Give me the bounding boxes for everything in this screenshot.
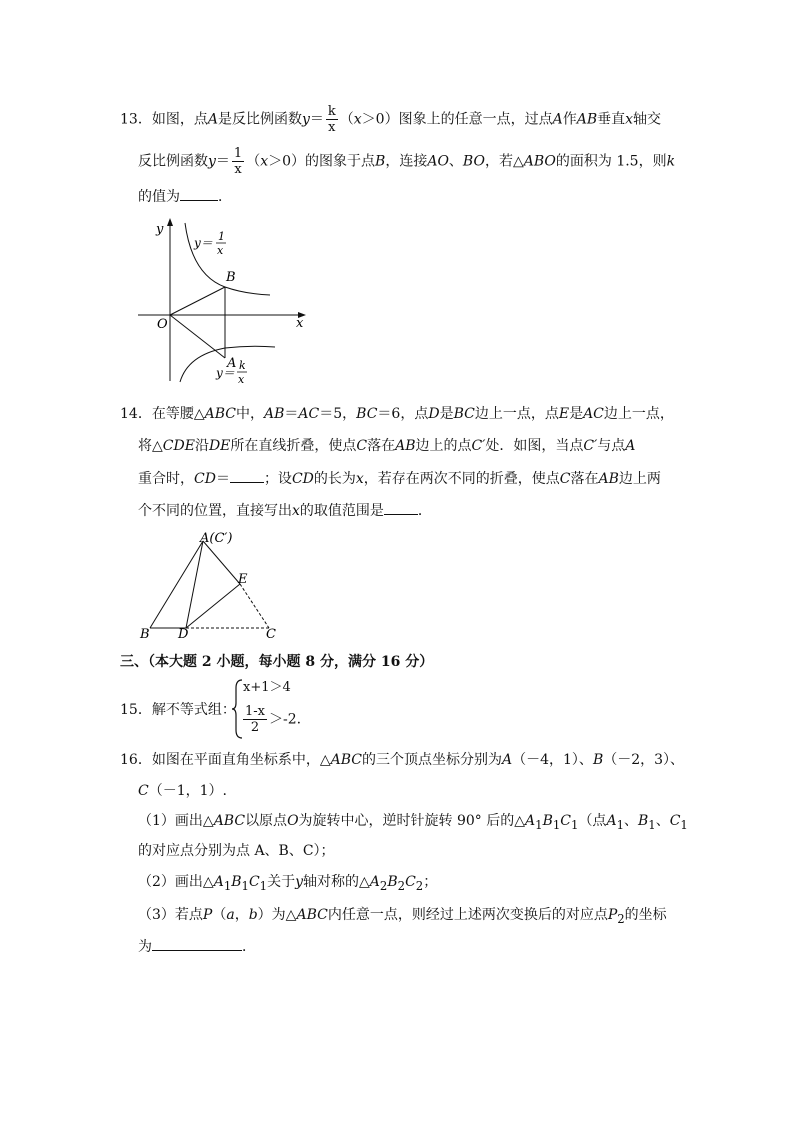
curve2-lhs: y＝ [216,366,235,380]
answer-blank [384,500,418,515]
q16-line1: 16．如图在平面直角坐标系中，△ABC的三个顶点坐标分别为A（－4，1）、B（－2，3）、 [120,752,685,768]
inequality-1: x+1＞4 [243,680,291,695]
q13-line3: 的值为 ． [138,186,232,207]
q16-part3-line2: 为 ． [138,936,256,957]
point-e-label: E [238,572,248,587]
answer-blank [230,468,264,483]
q16-part3-line1: （3）若点P（a，b）为△ABC内任意一点，则经过上述两次变换后的对应点$P_2$的坐标 [138,907,667,926]
q14-line2: 将△CDE沿DE所在直线折叠，使点C落在AB边上的点C′处．如图，当点C′与点A [138,438,636,454]
q16-line2: C（－1，1）. [138,783,227,799]
answer-blank [180,186,218,201]
point-b-label: B [226,270,236,285]
q13-figure [130,215,310,387]
q14-figure [136,528,286,643]
point-b-label: B [140,627,150,642]
q14-line3: 重合时，CD＝ ；设CD的长为x，若存在两次不同的折叠，使点C落在AB边上两 [138,468,661,489]
curve1-num: 1 [218,230,225,243]
point-a-label: A(C′) [200,531,233,546]
section-heading: 三、（本大题 2 小题，每小题 8 分，满分 16 分） [120,654,434,670]
x-axis-label: x [296,316,304,331]
q16-part1-line1: （1）画出△ABC以原点O为旋转中心，逆时针旋转 90° 后的$\triangle A_1B_1C_1$（点$A_1$、$B_1$、$C_1$ [138,813,688,832]
curve2-num: k [239,359,246,372]
q13-line1: 13．如图，点A是反比例函数y＝ $\frac{k}{x}$ （x＞0）图象上的任意一点，过点A作AB垂直x轴交 [120,104,662,135]
point-a-label: A [227,356,237,371]
answer-blank [152,936,242,951]
q13-line2: 反比例函数y＝ $\frac{1}{x}$ （x＞0）的图象于点B，连接AO、BO，若△ABO的面积为 1.5，则k [138,146,676,177]
inequality-2: $\frac{1-x}{2}$ ＞-2. [245,704,302,735]
origin-label: O [157,317,168,332]
point-d-label: D [178,627,189,642]
q16-part2: （2）画出$\triangle A_1B_1C_1$关于y轴对称的$\triangle A_2B_2C_2$； [138,874,438,893]
fraction-1-over-x: $\frac{1}{x}$ [233,146,243,177]
q14-line4: 个不同的位置，直接写出x的取值范围是 ． [138,500,432,521]
curve1-lhs: y＝ [194,236,213,250]
fraction-k-over-x: $\frac{k}{x}$ [327,104,336,135]
point-c-label: C [266,627,276,642]
q14-line1: 14．在等腰△ABC中，AB＝AC＝5，BC＝6，点D是BC边上一点，点E是AC边上一点， [120,406,674,422]
curve2-den: x [238,373,245,386]
q16-part1-line2: 的对应点分别为点 A、B、C）； [138,843,335,859]
y-axis-label: y [156,222,164,237]
curve1-den: x [217,244,224,257]
q15-prefix: 15．解不等式组： [120,702,236,718]
